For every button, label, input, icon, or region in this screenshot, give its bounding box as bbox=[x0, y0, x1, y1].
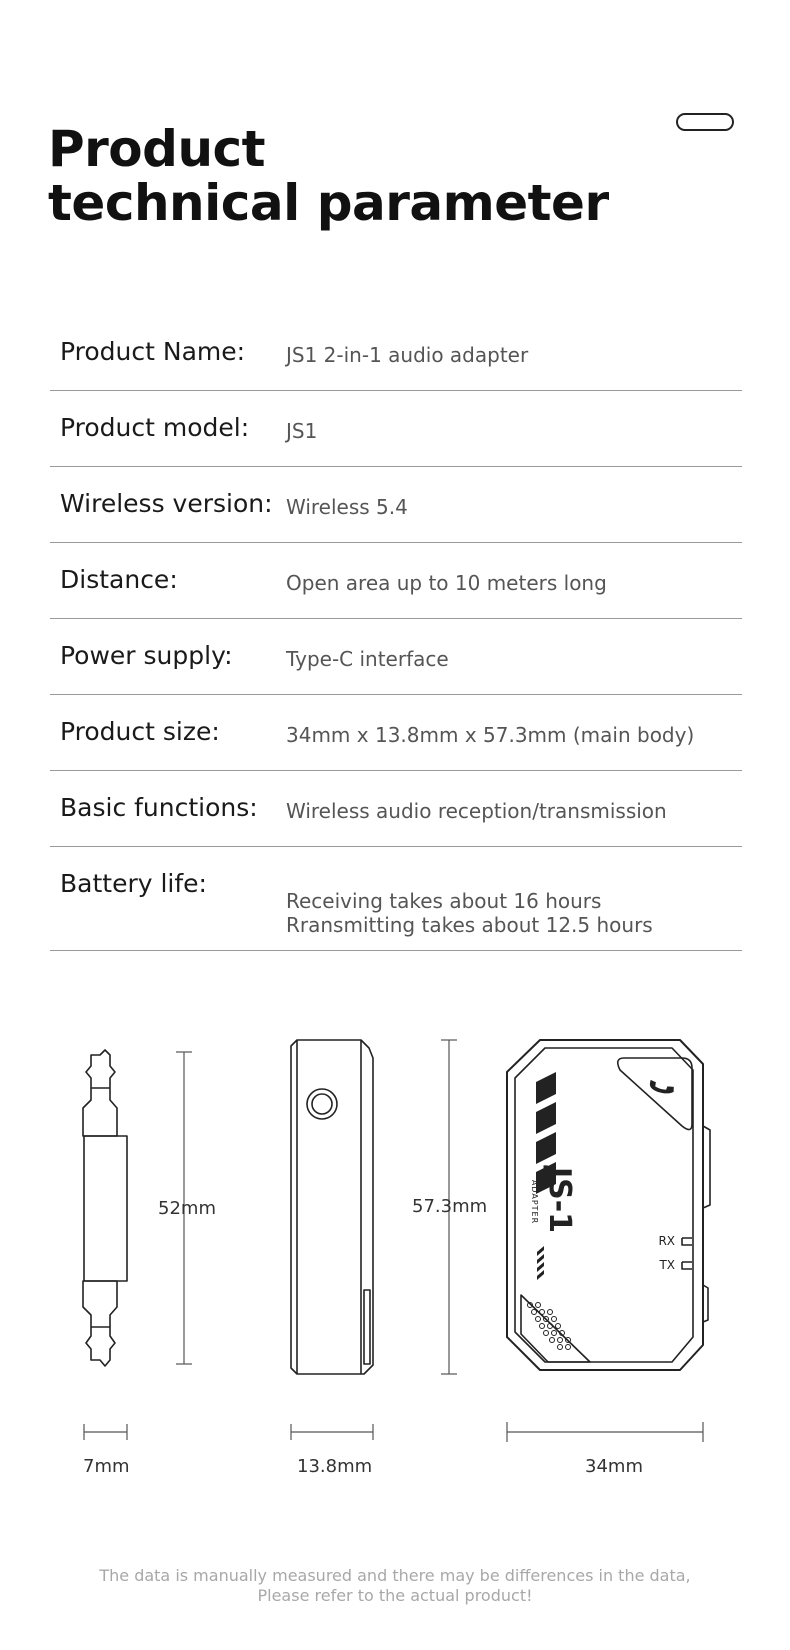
audio-plug-illustration bbox=[83, 1050, 127, 1366]
spec-label: Product size: bbox=[60, 717, 220, 746]
plug-height-label: 52mm bbox=[158, 1198, 216, 1219]
small-stripe-graphic bbox=[537, 1246, 544, 1280]
spec-label: Distance: bbox=[60, 565, 178, 594]
disclaimer-line: The data is manually measured and there may be differences in the data, bbox=[99, 1566, 691, 1585]
spec-label: Product model: bbox=[60, 413, 250, 442]
speaker-grille bbox=[528, 1303, 571, 1350]
front-width-label: 34mm bbox=[585, 1456, 643, 1477]
spec-value-line: Receiving takes about 16 hours bbox=[286, 889, 602, 913]
side-height-label: 57.3mm bbox=[412, 1196, 488, 1217]
rx-label: RX bbox=[658, 1234, 675, 1248]
side-width-label: 13.8mm bbox=[297, 1456, 373, 1477]
disclaimer-line: Please refer to the actual product! bbox=[257, 1586, 533, 1605]
disclaimer-note bbox=[0, 1566, 790, 1606]
spec-value: Wireless audio reception/transmission bbox=[286, 799, 667, 823]
phone-icon bbox=[647, 1071, 676, 1101]
spec-label: Battery life: bbox=[60, 869, 207, 898]
page-title-line2: technical parameter bbox=[48, 174, 609, 232]
page-title-line1: Product bbox=[48, 120, 266, 178]
spec-value: JS1 bbox=[286, 419, 318, 443]
spec-value: Type-C interface bbox=[286, 647, 449, 671]
plug-width-label: 7mm bbox=[83, 1456, 130, 1477]
side-view-illustration bbox=[291, 1040, 373, 1374]
spec-value: Wireless 5.4 bbox=[286, 495, 408, 519]
spec-label: Basic functions: bbox=[60, 793, 258, 822]
adapter-text: ADAPTER bbox=[530, 1179, 539, 1225]
spec-label: Product Name: bbox=[60, 337, 246, 366]
spec-value-line: Rransmitting takes about 12.5 hours bbox=[286, 913, 653, 937]
brand-text: JS-1 bbox=[542, 1166, 577, 1234]
spec-label: Wireless version: bbox=[60, 489, 273, 518]
spec-label: Power supply: bbox=[60, 641, 233, 670]
tx-label: TX bbox=[659, 1258, 675, 1272]
spec-value: 34mm x 13.8mm x 57.3mm (main body) bbox=[286, 723, 695, 747]
spec-value: JS1 2-in-1 audio adapter bbox=[286, 343, 529, 367]
spec-value: Open area up to 10 meters long bbox=[286, 571, 607, 595]
